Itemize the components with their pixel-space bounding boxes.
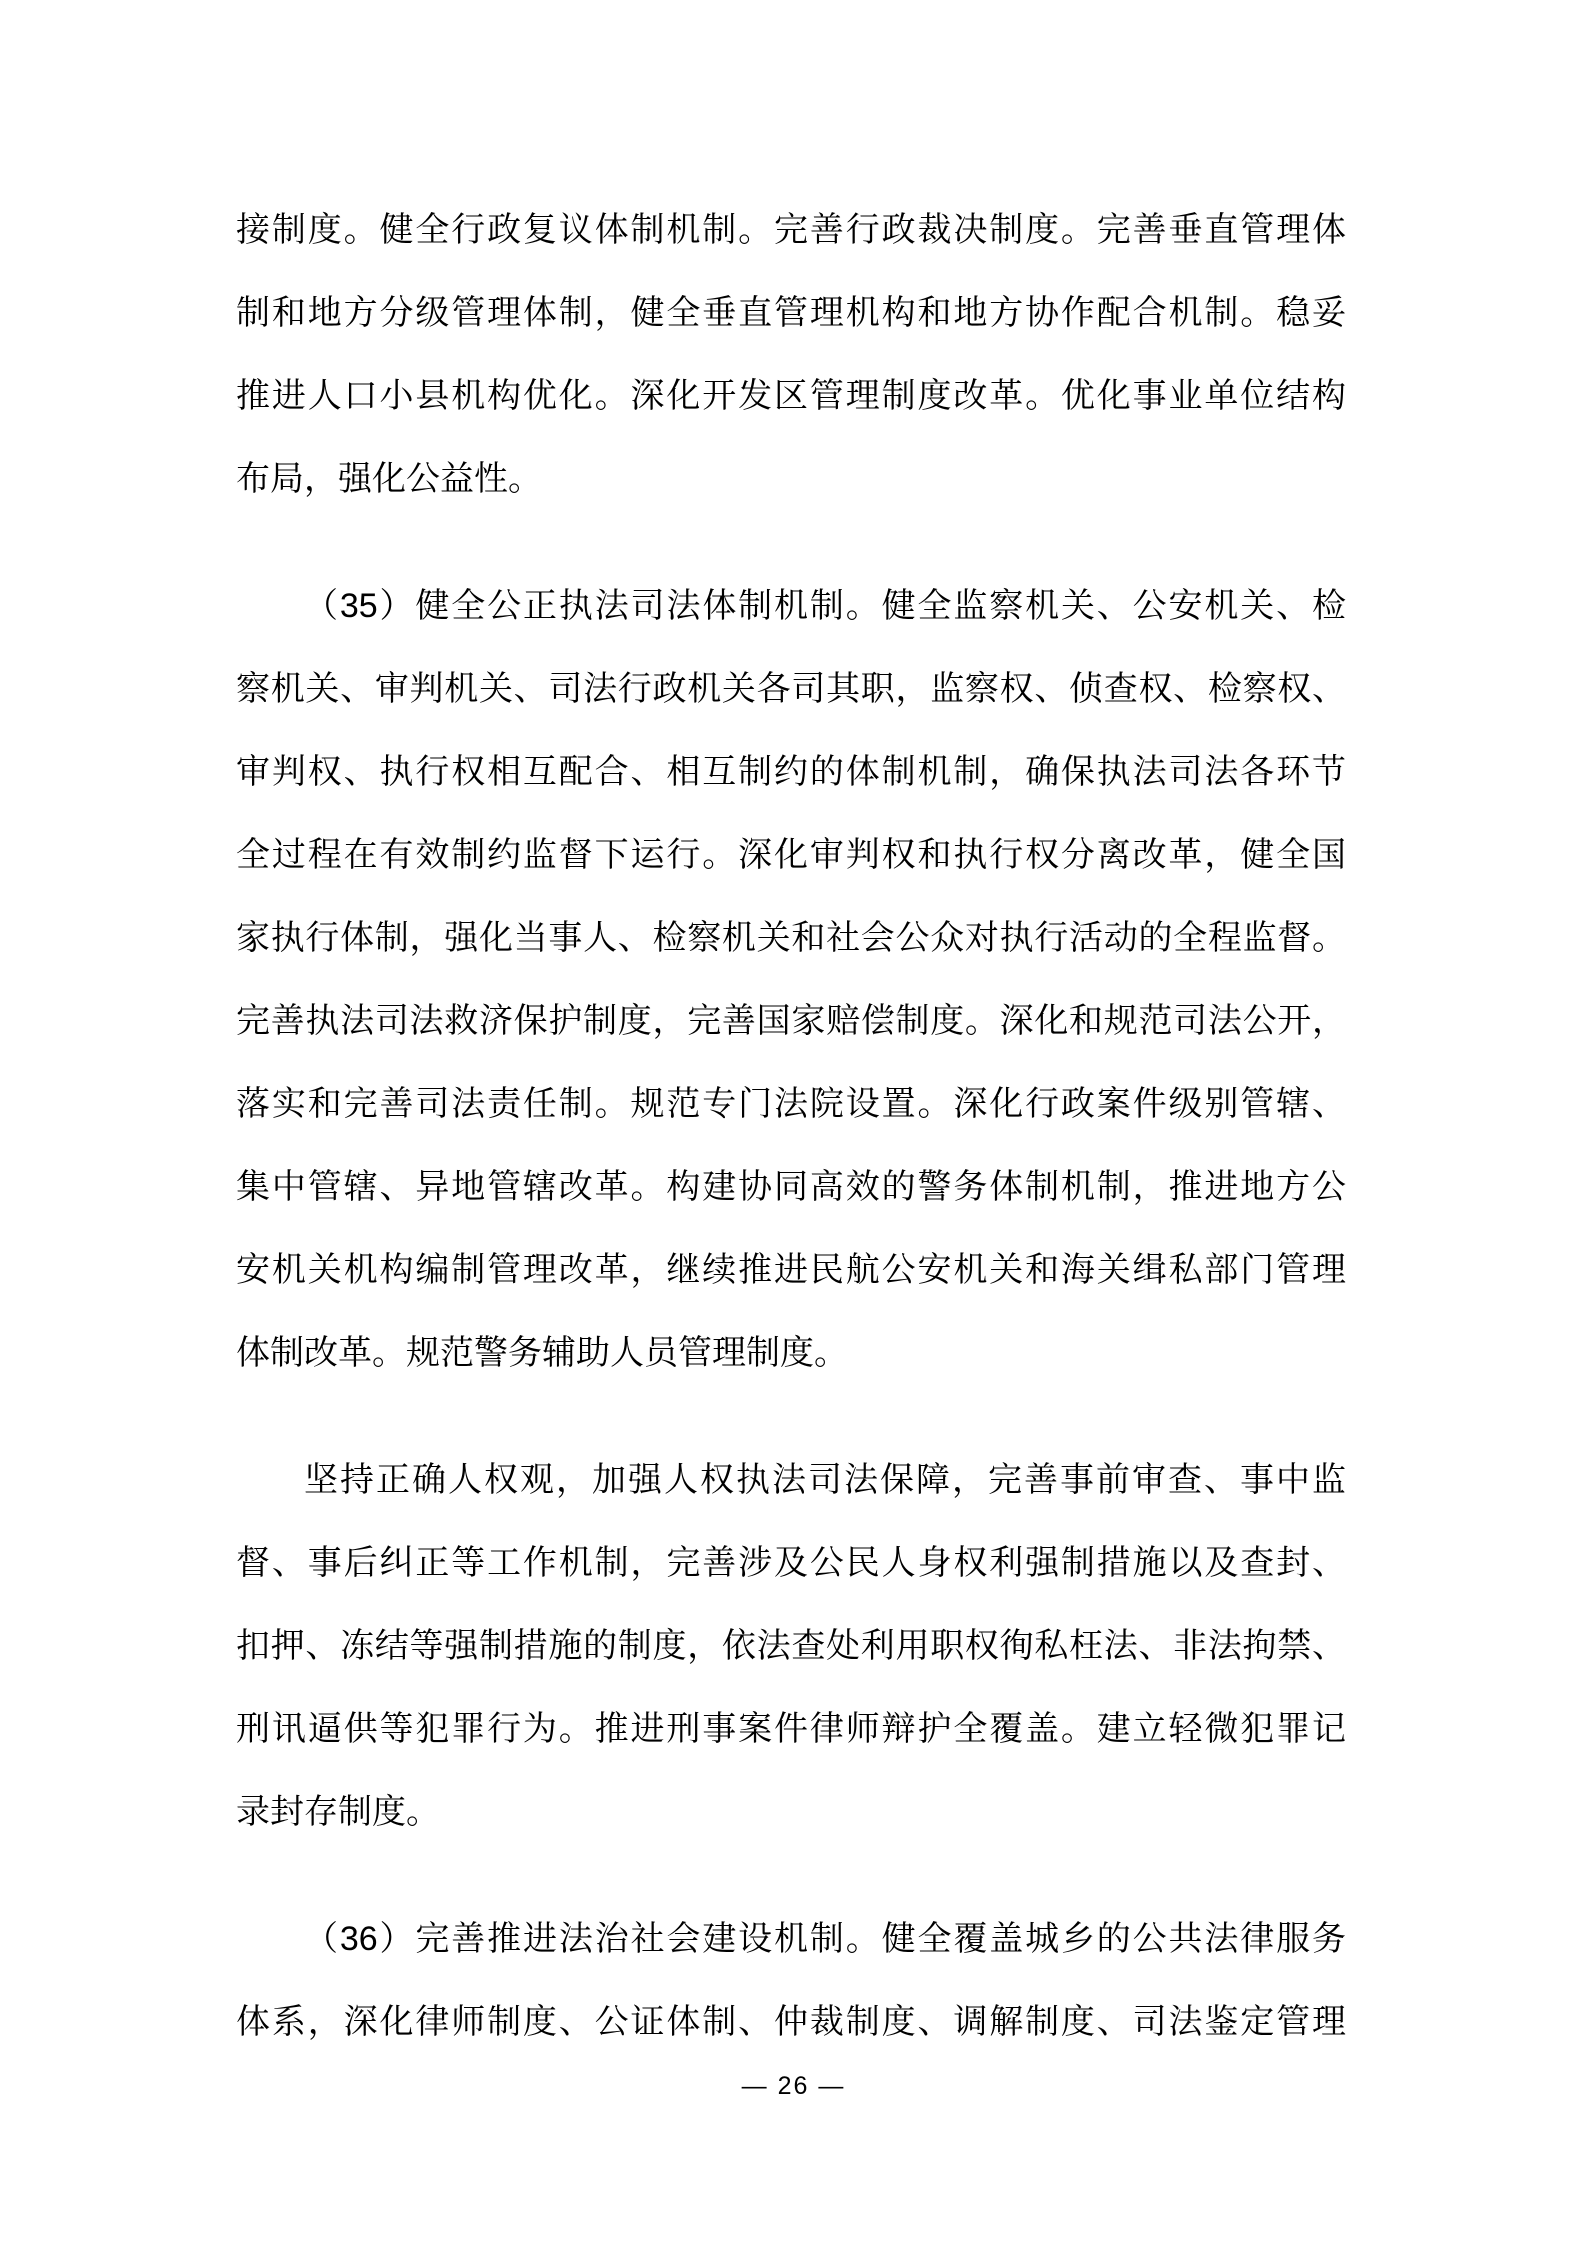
text-line: 体系，深化律师制度、公证体制、仲裁制度、调解制度、司法鉴定管理 (236, 2003, 1346, 2041)
text-line: （35）健全公正执法司法体制机制。健全监察机关、公安机关、检 (304, 587, 1346, 625)
text-line: 审判权、执行权相互配合、相互制约的体制机制，确保执法司法各环节 (236, 753, 1346, 791)
text-line: 扣押、冻结等强制措施的制度，依法查处利用职权徇私枉法、非法拘禁、 (236, 1627, 1346, 1665)
text-line: 家执行体制，强化当事人、检察机关和社会公众对执行活动的全程监督。 (236, 919, 1346, 957)
document-body (236, 189, 1346, 2064)
paragraph (236, 189, 1346, 521)
text-line: 体制改革。规范警务辅助人员管理制度。 (236, 1334, 848, 1372)
text-line: 制和地方分级管理体制，健全垂直管理机构和地方协作配合机制。稳妥 (236, 294, 1346, 332)
text-line: 接制度。健全行政复议体制机制。完善行政裁决制度。完善垂直管理体 (236, 211, 1346, 249)
text-line: 安机关机构编制管理改革，继续推进民航公安机关和海关缉私部门管理 (236, 1251, 1346, 1289)
paragraph (236, 1439, 1346, 1854)
paragraph (236, 1898, 1346, 2064)
text-line: 集中管辖、异地管辖改革。构建协同高效的警务体制机制，推进地方公 (236, 1168, 1346, 1206)
page-number: — 26 — (741, 2072, 846, 2100)
paragraph (236, 565, 1346, 1395)
text-line: 刑讯逼供等犯罪行为。推进刑事案件律师辩护全覆盖。建立轻微犯罪记 (236, 1710, 1346, 1748)
text-line: 推进人口小县机构优化。深化开发区管理制度改革。优化事业单位结构 (236, 377, 1346, 415)
text-line: 布局，强化公益性。 (236, 460, 542, 498)
text-line: 录封存制度。 (236, 1793, 440, 1831)
text-line: 坚持正确人权观，加强人权执法司法保障，完善事前审查、事中监 (304, 1461, 1346, 1499)
text-line: 落实和完善司法责任制。规范专门法院设置。深化行政案件级别管辖、 (236, 1085, 1346, 1123)
text-line: （36）完善推进法治社会建设机制。健全覆盖城乡的公共法律服务 (304, 1920, 1346, 1958)
text-line: 督、事后纠正等工作机制，完善涉及公民人身权利强制措施以及查封、 (236, 1544, 1346, 1582)
text-line: 完善执法司法救济保护制度，完善国家赔偿制度。深化和规范司法公开， (236, 1002, 1346, 1040)
text-line: 全过程在有效制约监督下运行。深化审判权和执行权分离改革，健全国 (236, 836, 1346, 874)
page-footer (0, 2072, 1587, 2101)
text-line: 察机关、审判机关、司法行政机关各司其职，监察权、侦查权、检察权、 (236, 670, 1346, 708)
